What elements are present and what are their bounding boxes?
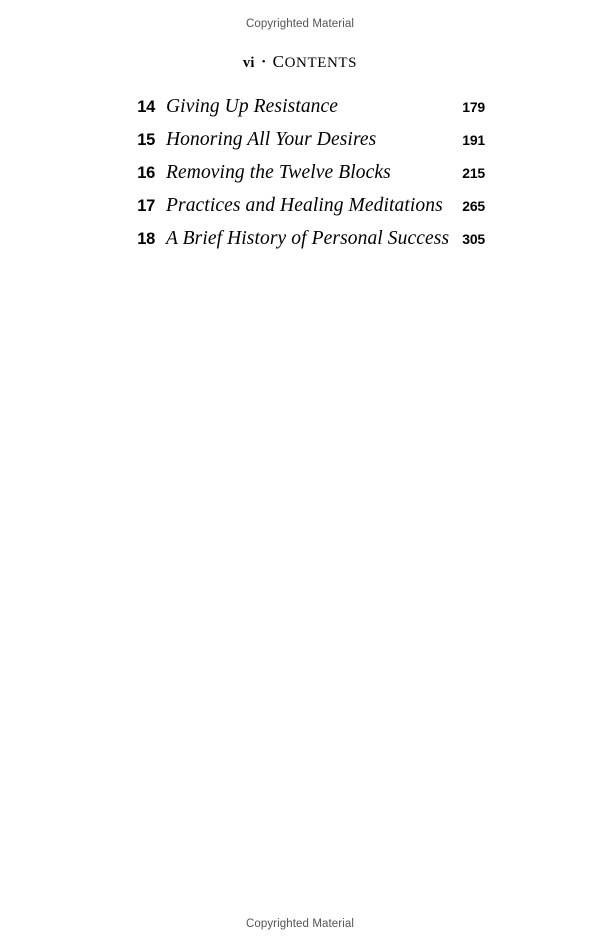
toc-entry[interactable] — [125, 96, 485, 129]
table-of-contents — [125, 96, 485, 261]
toc-chapter-title: Practices and Healing Meditations — [166, 195, 443, 216]
copyright-watermark-bottom: Copyrighted Material — [245, 918, 355, 930]
toc-chapter-title: Removing the Twelve Blocks — [166, 162, 391, 183]
toc-chapter-number: 15 — [137, 131, 155, 149]
toc-chapter-number: 17 — [137, 197, 155, 215]
toc-page-number: 215 — [462, 165, 485, 181]
toc-chapter-title: Honoring All Your Desires — [166, 129, 377, 150]
toc-page-number: 191 — [462, 132, 485, 148]
toc-chapter-title: A Brief History of Personal Success — [166, 228, 450, 249]
running-head-label-cap: C — [272, 52, 285, 71]
toc-entry[interactable] — [125, 129, 485, 162]
bullet-separator-icon: • — [261, 56, 266, 68]
running-head-label-rest: ONTENTS — [284, 55, 358, 71]
toc-chapter-number: 14 — [137, 98, 155, 116]
toc-entry[interactable] — [125, 195, 485, 228]
toc-chapter-title: Giving Up Resistance — [166, 96, 339, 117]
toc-chapter-number: 18 — [137, 230, 155, 248]
toc-page-number: 265 — [462, 198, 485, 214]
toc-entry[interactable] — [125, 162, 485, 195]
running-head-label — [272, 52, 358, 71]
copyright-watermark-top: Copyrighted Material — [245, 18, 355, 30]
toc-entry[interactable] — [125, 228, 485, 261]
toc-chapter-number: 16 — [137, 164, 155, 182]
page-folio: vi — [242, 55, 255, 71]
running-head — [0, 52, 600, 72]
toc-page-number: 305 — [462, 231, 485, 247]
toc-page-number: 179 — [462, 99, 485, 115]
